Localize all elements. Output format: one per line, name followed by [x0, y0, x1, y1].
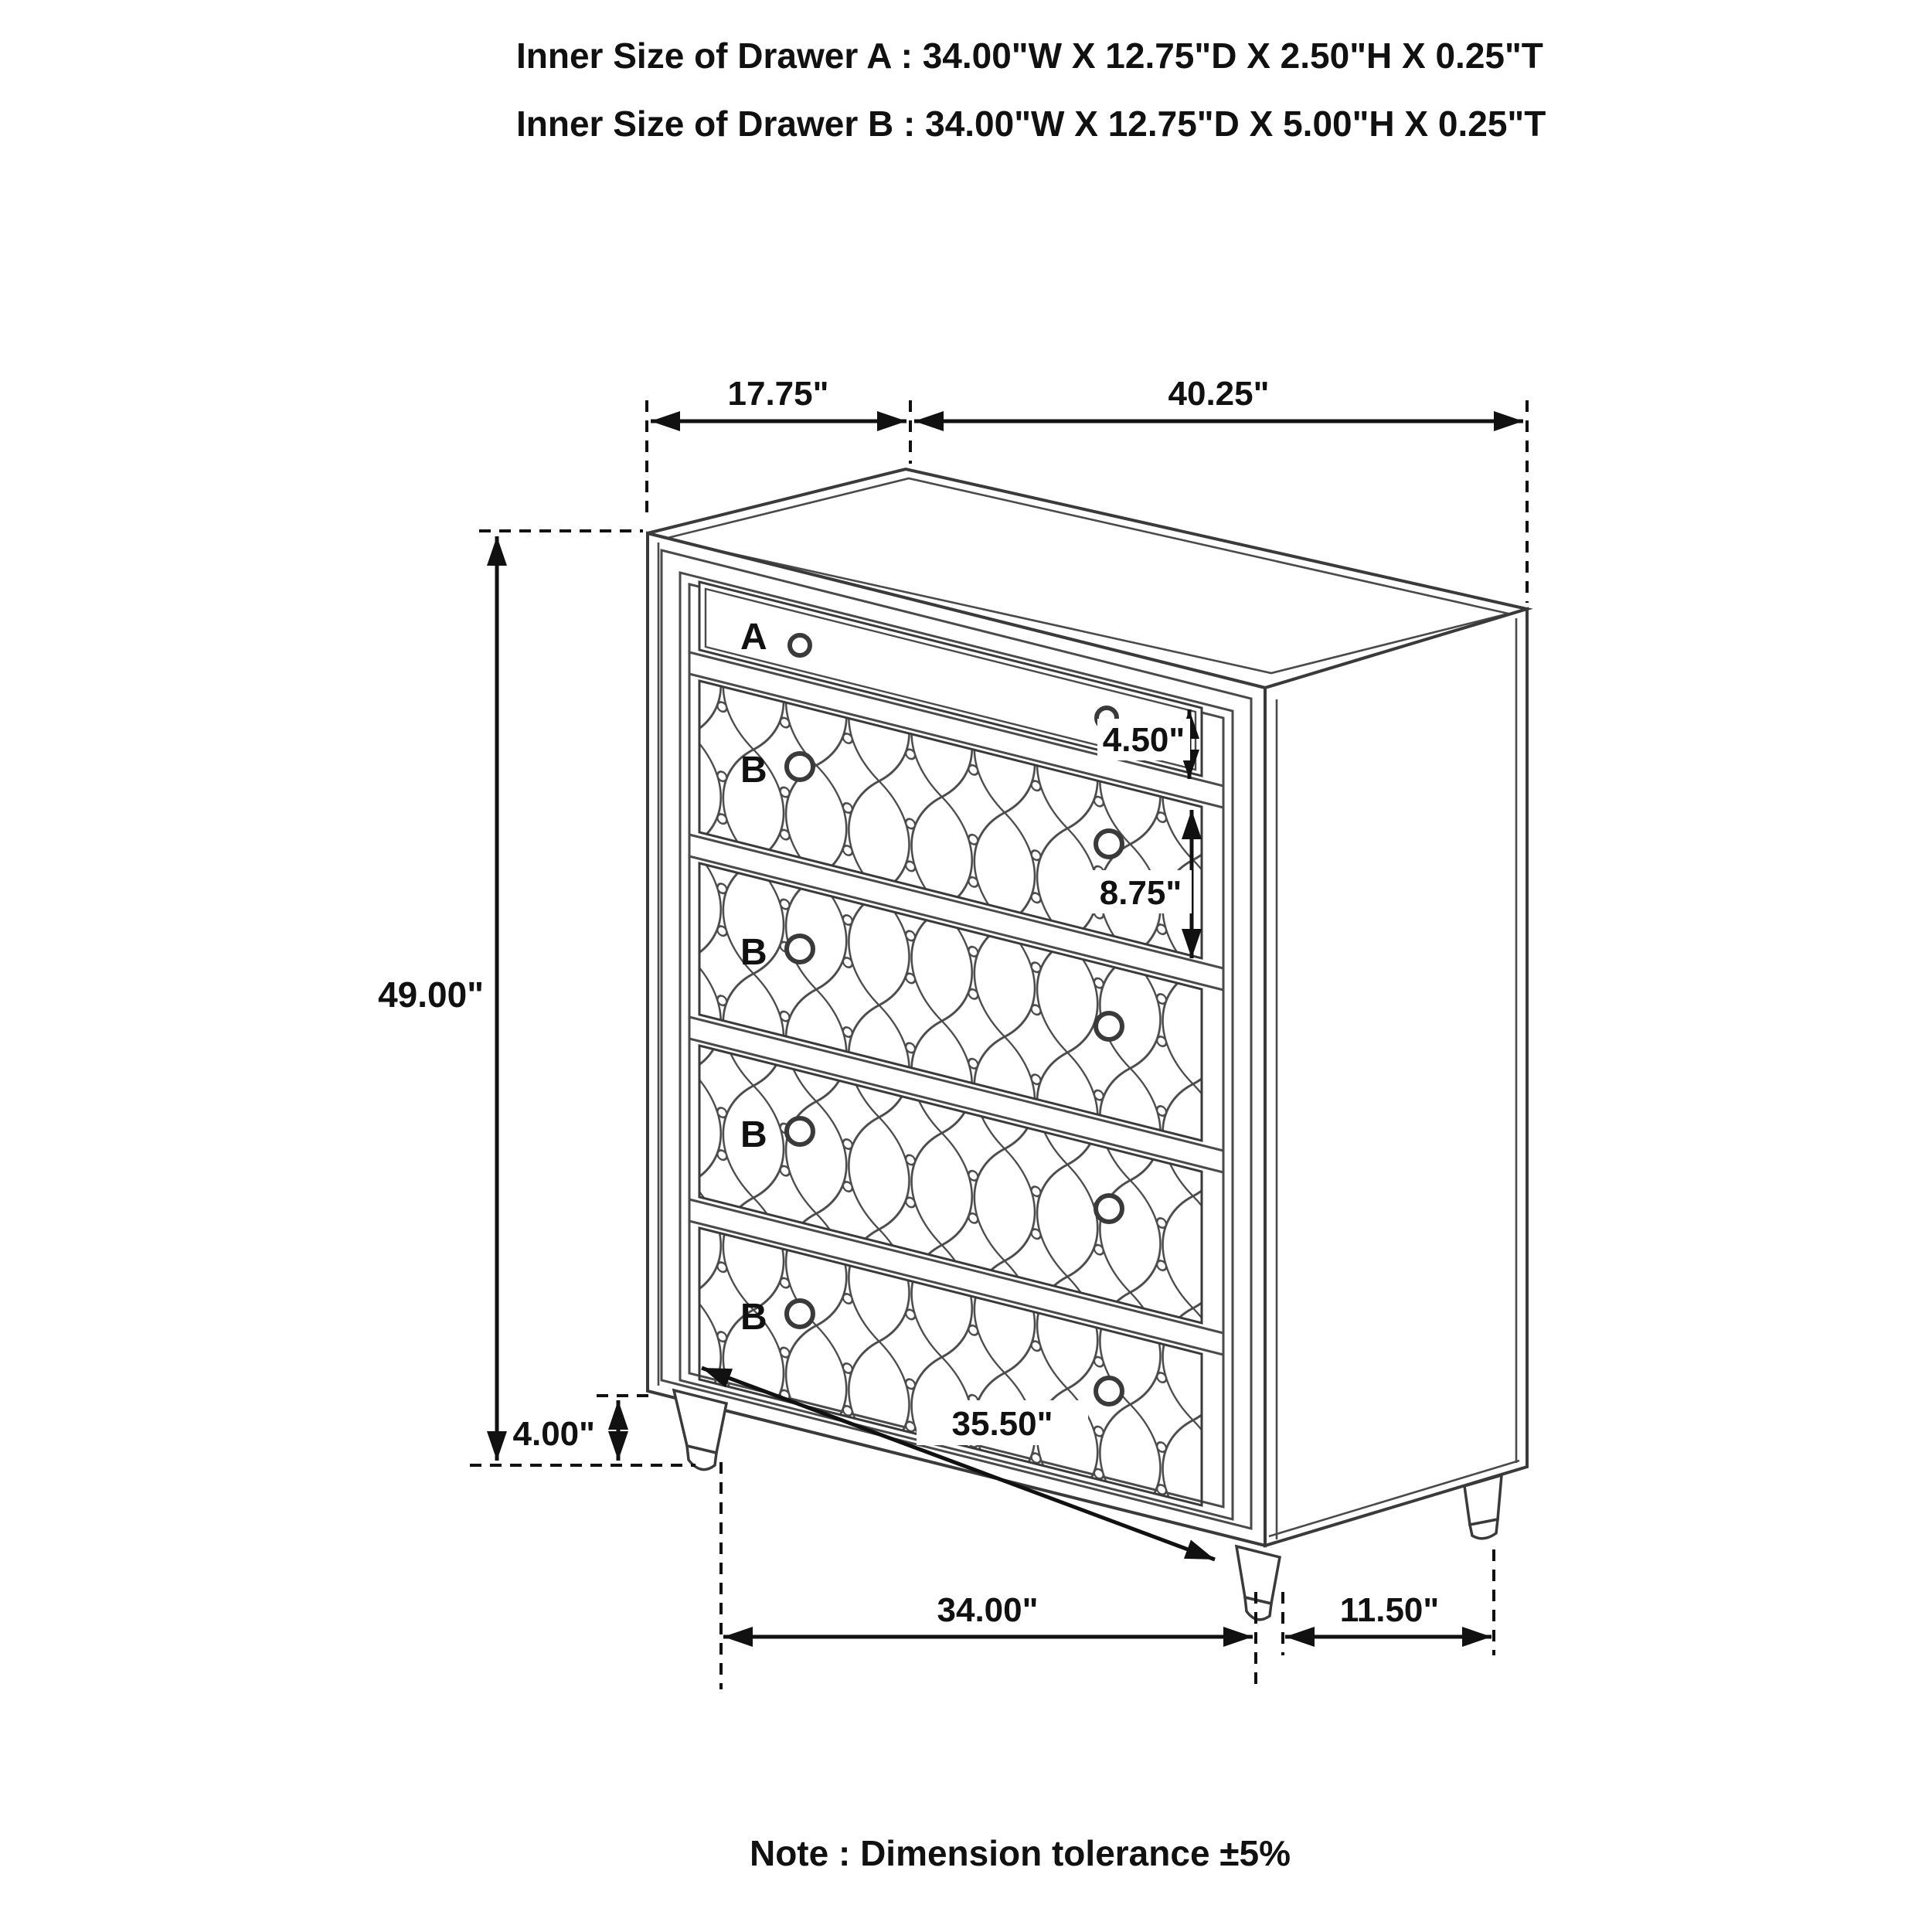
front-right-leg — [1236, 1546, 1280, 1604]
dim-label-drawer-b-face: 8.75" — [1099, 874, 1182, 912]
tolerance-note: Note : Dimension tolerance ±5% — [749, 1833, 1291, 1873]
dim-label-overall-height: 49.00" — [378, 975, 484, 1015]
drawer-b4-knob-right — [1096, 1378, 1122, 1404]
drawer-b4-knob-left — [787, 1301, 813, 1327]
drawer-a-knob-left — [790, 635, 810, 655]
dim-label-side-leg-spacing: 11.50" — [1339, 1591, 1440, 1629]
cabinet-side-face — [1265, 609, 1527, 1546]
dim-label-leg-height: 4.00" — [512, 1415, 595, 1453]
drawer-b1-letter: B — [740, 750, 767, 791]
drawer-b1-knob-right — [1096, 831, 1122, 857]
dim-label-top-width: 40.25" — [1168, 375, 1270, 413]
dim-label-drawer-a-face: 4.50" — [1102, 721, 1185, 759]
header-line-2: Inner Size of Drawer B : 34.00"W X 12.75"D X 5.00"H X 0.25"T — [516, 104, 1546, 144]
drawer-a-letter: A — [740, 617, 767, 658]
drawer-b3-letter: B — [740, 1114, 767, 1155]
drawer-b2-letter: B — [740, 932, 767, 973]
dim-label-top-depth: 17.75" — [727, 375, 829, 413]
drawer-b4-letter: B — [740, 1297, 767, 1338]
drawer-b2-knob-right — [1096, 1013, 1122, 1039]
dim-label-front-width: 34.00" — [937, 1591, 1039, 1629]
drawer-b3-knob-right — [1096, 1196, 1122, 1222]
drawer-b2-knob-left — [787, 936, 813, 962]
dim-label-drawer-front-width: 35.50" — [951, 1405, 1053, 1443]
chest-drawing — [648, 469, 1527, 1620]
drawer-b3-knob-left — [787, 1118, 813, 1145]
drawer-b1-knob-left — [787, 753, 813, 780]
header-line-1: Inner Size of Drawer A : 34.00"W X 12.75"D X 2.50"H X 0.25"T — [516, 36, 1543, 76]
